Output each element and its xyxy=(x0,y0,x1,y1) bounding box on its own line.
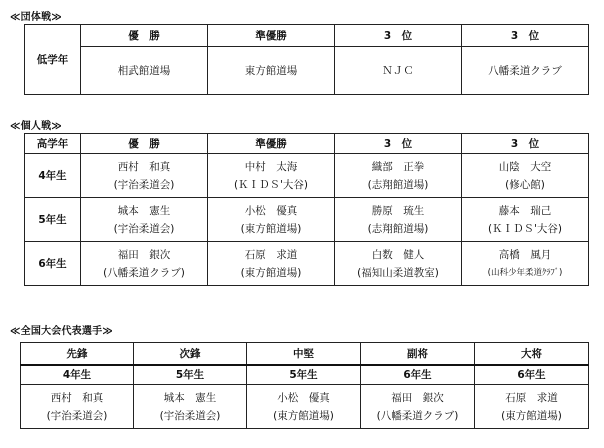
player-name: 城本 憲生 xyxy=(163,391,217,404)
player-name: 藤本 瑞己 xyxy=(498,204,552,217)
player-name: 石原 求道 xyxy=(244,248,298,261)
position-jiho: 次鋒 xyxy=(134,343,247,365)
result-cell xyxy=(462,242,589,286)
player-grade: 4年生 xyxy=(21,365,134,385)
representative-cell xyxy=(247,385,361,429)
result-cell xyxy=(335,242,462,286)
player-club: (東方館道場) xyxy=(240,222,302,235)
player-name: 石原 求道 xyxy=(505,391,558,404)
player-club: (東方館道場) xyxy=(240,266,302,279)
representative-cell xyxy=(475,385,589,429)
result-cell xyxy=(208,198,335,242)
player-name: 織部 正拳 xyxy=(371,160,425,173)
team-section-title: ≪団体戦≫ xyxy=(10,12,62,23)
result-cell xyxy=(462,154,589,198)
player-name: 中村 太海 xyxy=(244,160,298,173)
player-grade: 6年生 xyxy=(361,365,475,385)
player-club: (山科少年柔道ｸﾗﾌﾞ) xyxy=(487,267,563,278)
individual-header-winner: 優 勝 xyxy=(81,134,208,154)
player-name: 小松 優真 xyxy=(277,391,330,404)
individual-section-title: ≪個人戦≫ xyxy=(10,121,62,132)
player-club: (宇治柔道会) xyxy=(113,178,175,191)
player-name: 勝原 琉生 xyxy=(371,204,425,217)
representative-cell xyxy=(21,385,134,429)
result-cell xyxy=(335,154,462,198)
player-name: 山陰 大空 xyxy=(498,160,552,173)
position-fukusho: 副将 xyxy=(361,343,475,365)
player-grade: 6年生 xyxy=(475,365,589,385)
player-name: 福田 銀次 xyxy=(391,391,444,404)
result-cell xyxy=(81,154,208,198)
team-row-label: 低学年 xyxy=(25,25,81,95)
team-header-winner: 優 勝 xyxy=(81,25,208,47)
player-club: (志翔館道場) xyxy=(367,178,429,191)
team-runner-up: 東方館道場 xyxy=(208,47,335,95)
individual-results-table xyxy=(24,133,589,286)
grade-label: 4年生 xyxy=(25,154,81,198)
result-cell xyxy=(81,242,208,286)
team-header-runner-up: 準優勝 xyxy=(208,25,335,47)
grade-label: 6年生 xyxy=(25,242,81,286)
individual-header-runner-up: 準優勝 xyxy=(208,134,335,154)
position-senpo: 先鋒 xyxy=(21,343,134,365)
team-winner: 相武館道場 xyxy=(81,47,208,95)
individual-corner-label: 高学年 xyxy=(25,134,81,154)
player-club: (修心館) xyxy=(505,178,545,191)
player-club: (ＫＩＤＳ'大谷) xyxy=(487,222,563,235)
result-cell xyxy=(462,198,589,242)
result-cell xyxy=(208,154,335,198)
individual-header-third-2: 3 位 xyxy=(462,134,589,154)
team-header-third-2: 3 位 xyxy=(462,25,589,47)
national-section-title: ≪全国大会代表選手≫ xyxy=(10,326,113,337)
player-club: (宇治柔道会) xyxy=(159,409,221,422)
player-club: (東方館道場) xyxy=(273,409,334,422)
player-club: (八幡柔道クラブ) xyxy=(103,266,185,279)
result-cell xyxy=(208,242,335,286)
player-name: 高橋 風月 xyxy=(498,248,552,261)
team-results-table xyxy=(24,24,589,95)
position-chuken: 中堅 xyxy=(247,343,361,365)
representative-cell xyxy=(134,385,247,429)
player-club: (宇治柔道会) xyxy=(113,222,175,235)
player-club: (八幡柔道クラブ) xyxy=(376,409,459,422)
player-club: (ＫＩＤＳ'大谷) xyxy=(233,178,309,191)
player-club: (宇治柔道会) xyxy=(46,409,108,422)
player-grade: 5年生 xyxy=(134,365,247,385)
team-third-1: ＮＪＣ xyxy=(335,47,462,95)
player-club: (東方館道場) xyxy=(501,409,562,422)
position-taisho: 大将 xyxy=(475,343,589,365)
representative-cell xyxy=(361,385,475,429)
player-club: (志翔館道場) xyxy=(367,222,429,235)
result-cell xyxy=(335,198,462,242)
national-team-table xyxy=(20,342,589,429)
player-name: 西村 和真 xyxy=(50,391,104,404)
player-name: 西村 和真 xyxy=(117,160,171,173)
player-grade: 5年生 xyxy=(247,365,361,385)
player-name: 白数 健人 xyxy=(371,248,425,261)
team-third-2: 八幡柔道クラブ xyxy=(462,47,589,95)
player-club: (福知山柔道教室) xyxy=(357,266,439,279)
team-header-third-1: 3 位 xyxy=(335,25,462,47)
player-name: 城本 憲生 xyxy=(117,204,171,217)
result-cell xyxy=(81,198,208,242)
grade-label: 5年生 xyxy=(25,198,81,242)
player-name: 小松 優真 xyxy=(244,204,298,217)
individual-header-third-1: 3 位 xyxy=(335,134,462,154)
player-name: 福田 銀次 xyxy=(117,248,171,261)
